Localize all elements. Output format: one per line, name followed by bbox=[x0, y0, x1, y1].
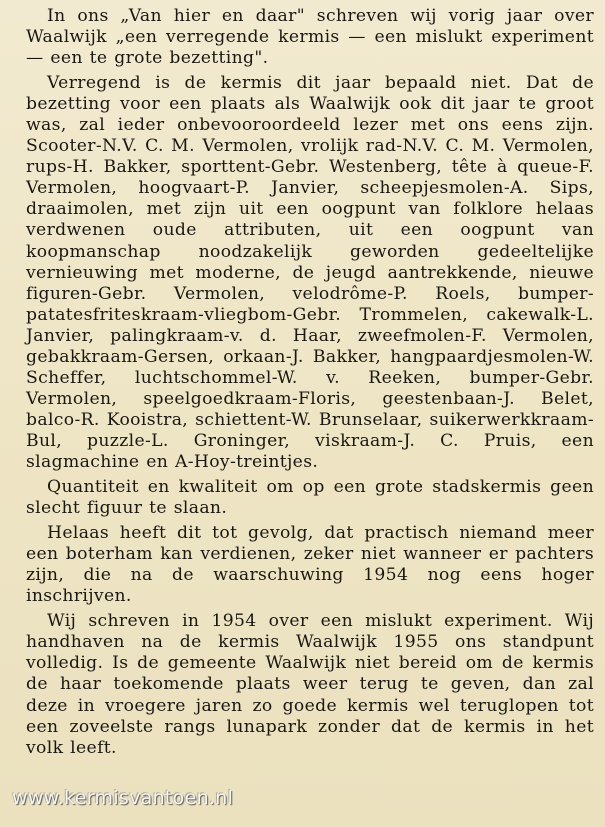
site-watermark: www.kermisvantoen.nl bbox=[12, 787, 234, 809]
article-body bbox=[26, 6, 594, 763]
paragraph-consequence: Helaas heeft dit tot gevolg, dat practisch niemand meer een boterham kan verdienen, zeker niet wanneer er pachters zijn, die na de waarschuwing 1954 nog eens hoger inschrijven. bbox=[26, 523, 594, 607]
paragraph-attraction-list: Verregend is de kermis dit jaar bepaald niet. Dat de bezetting voor een plaats als Waalwijk ook dit jaar te groot was, zal ieder onbevooroordeeld lezer met ons eens zijn. Scooter-N.V. C. M. Vermolen, vrolijk rad-N.V. C. M. Vermolen, rups-H. Bakker, sporttent-Gebr. Westenberg, tête à queue-F. Vermolen, hoogvaart-P. Janvier, scheepjesmolen-A. Sips, draaimolen, met zijn uit een oogpunt van folklore helaas verdwenen oude attributen, uit een oogpunt van koopmanschap noodzakelijk geworden gedeeltelijke vernieuwing met moderne, de jeugd aantrekkende, nieuwe figuren-Gebr. Vermolen, velodrôme-P. Roels, bumper-patatesfriteskraam-vliegbom-Gebr. Trommelen, cakewalk-L. Janvier, palingkraam-v. d. Haar, zweefmolen-F. Vermolen, gebakkraam-Gersen, orkaan-J. Bakker, hangpaardjesmolen-W. Scheffer, luchtschommel-W. v. Reeken, bumper-Gebr. Vermolen, speelgoedkraam-Floris, geestenbaan-J. Belet, balco-R. Kooistra, schiettent-W. Brunselaar, suikerwerkkraam-Bul, puzzle-L. Groninger, viskraam-J. C. Pruis, een slagmachine en A-Hoy-treintjes. bbox=[26, 73, 594, 472]
paragraph-intro: In ons „Van hier en daar" schreven wij vorig jaar over Waalwijk „een verregende kermis — een mislukt experiment — een te grote bezetting". bbox=[26, 6, 594, 69]
paragraph-quantity: Quantiteit en kwaliteit om op een grote stadskermis geen slecht figuur te slaan. bbox=[26, 477, 594, 519]
paragraph-conclusion: Wij schreven in 1954 over een mislukt experiment. Wij handhaven na de kermis Waalwijk 1955 ons standpunt volledig. Is de gemeente Waalwijk niet bereid om de kermis de haar toekomende plaats weer terug te geven, dan zal deze in vroegere jaren zo goede kermis wel teruglopen tot een zoveelste rangs lunapark zonder dat de kermis in het volk leeft. bbox=[26, 611, 594, 758]
